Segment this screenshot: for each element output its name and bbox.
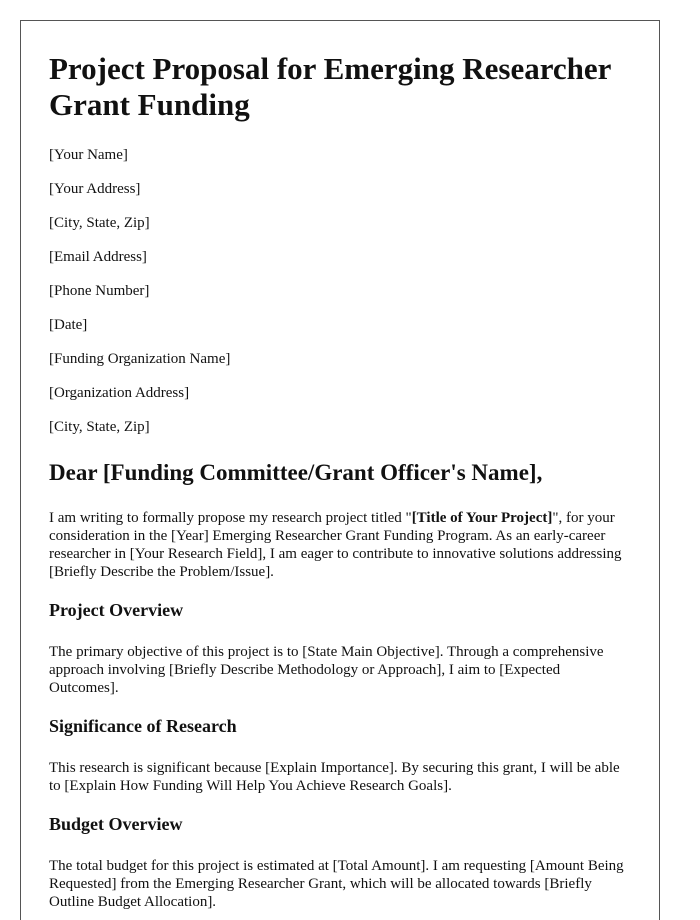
sender-email: [Email Address] — [49, 249, 147, 265]
section-heading-project-overview: Project Overview — [49, 600, 184, 620]
sender-city-state-zip: [City, State, Zip] — [49, 215, 150, 231]
sender-address: [Your Address] — [49, 181, 141, 197]
intro-text-before: I am writing to formally propose my research project titled " — [49, 510, 412, 526]
sender-name: [Your Name] — [49, 147, 128, 163]
sender-phone: [Phone Number] — [49, 283, 150, 299]
recipient-city-state-zip: [City, State, Zip] — [49, 419, 150, 435]
document-title: Project Proposal for Emerging Researcher Grant Funding — [49, 51, 611, 122]
section-text-budget: The total budget for this project is estimated at [Total Amount]. I am requesting [Amount Being Requested] from the Emerging Researcher Grant, which will be allocated towards [Briefly Outline Budget Allocation]. — [49, 858, 624, 910]
section-heading-significance: Significance of Research — [49, 716, 237, 736]
section-heading-budget: Budget Overview — [49, 814, 183, 834]
intro-paragraph — [49, 509, 631, 581]
recipient-address: [Organization Address] — [49, 385, 190, 401]
recipient-organization: [Funding Organization Name] — [49, 351, 231, 367]
section-text-significance: This research is significant because [Explain Importance]. By securing this grant, I will be able to [Explain How Funding Will Help You Achieve Research Goals]. — [49, 760, 620, 794]
intro-text-after: ", for your consideration in the [Year] Emerging Researcher Grant Funding Program. As an early-career researcher in [Your Research Field], I am eager to contribute to innovative solutions addressing [Briefly Describe the Problem/Issue]. — [49, 510, 622, 580]
salutation: Dear [Funding Committee/Grant Officer's Name], — [49, 460, 543, 485]
letter-page — [20, 20, 660, 920]
section-text-project-overview: The primary objective of this project is to [State Main Objective]. Through a comprehensive approach involving [Briefly Describe Methodology or Approach], I aim to [Expected Outcomes]. — [49, 644, 604, 696]
letter-date: [Date] — [49, 317, 88, 333]
project-title-placeholder: [Title of Your Project] — [411, 510, 553, 526]
